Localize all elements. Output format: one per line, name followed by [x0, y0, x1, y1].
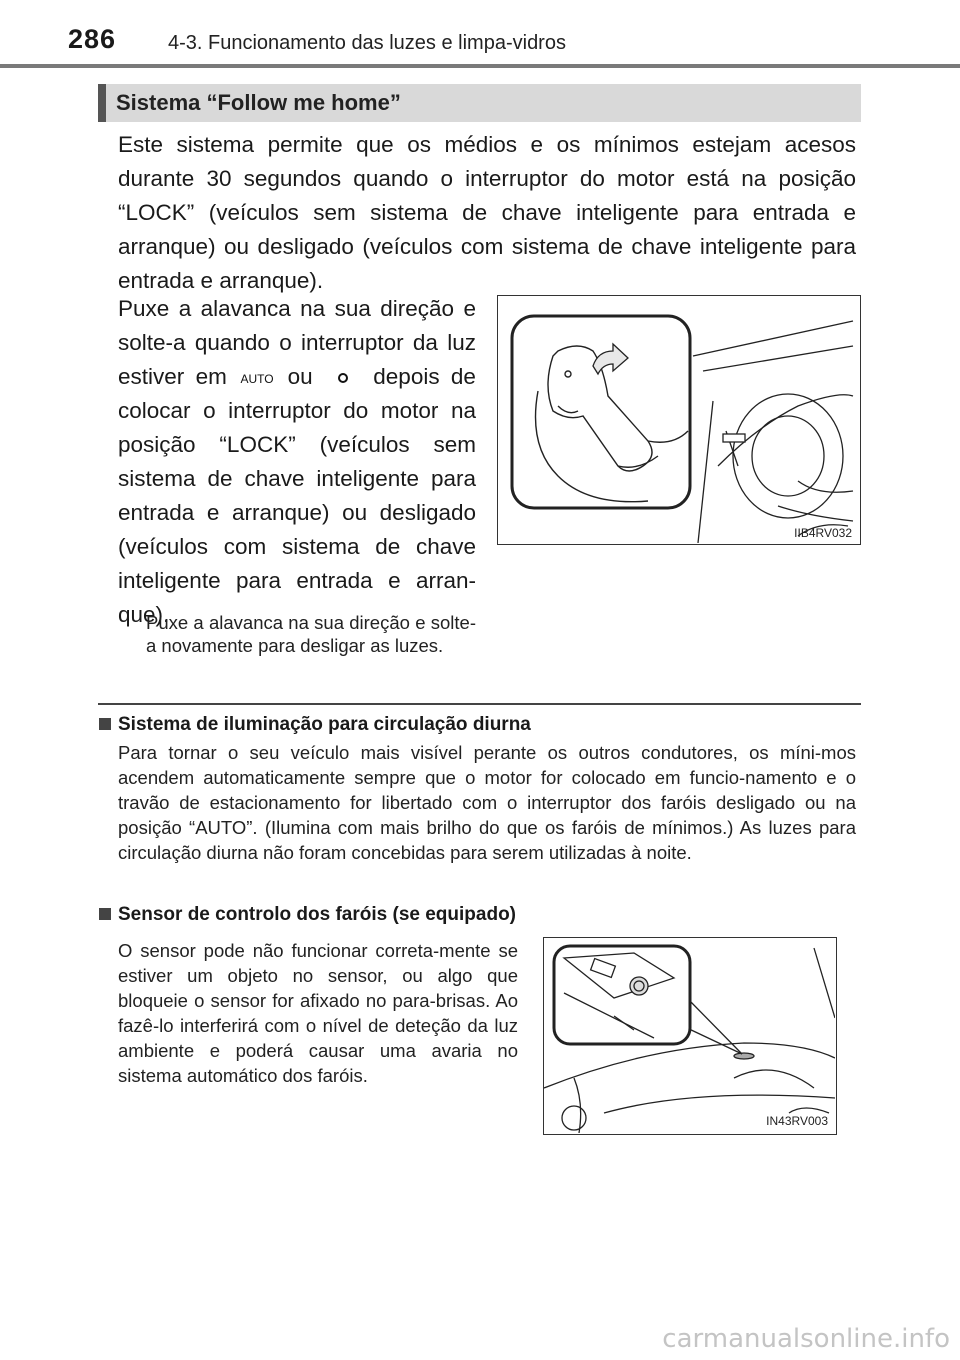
auto-symbol-icon	[238, 370, 276, 386]
figure-code: IN43RV003	[766, 1114, 828, 1128]
svg-text:AUTO: AUTO	[240, 372, 274, 387]
figure-sensor-illustration	[543, 937, 837, 1135]
note-paragraph: Puxe a alavanca na sua direção e solte-a novamente para desligar as luzes.	[146, 612, 476, 656]
sensor-paragraph: O sensor pode não funcionar correta-mente se estiver um objeto no sensor, ou algo que bloqueie o sensor for afixado no para-brisas. Ao fazê-lo interferirá com o nível de deteção da luz ambiente e poderá causar uma avaria no sistema automático dos faróis.	[118, 940, 518, 1086]
header-divider	[0, 64, 960, 68]
step-text-2: ou	[287, 364, 313, 389]
section-accent	[98, 84, 106, 122]
intro-paragraph: Este sistema permite que os médios e os mínimos estejam acesos durante 30 segundos quando o interruptor do motor está na posição “LOCK” (veículos sem sistema de chave inteligente para entrada e arranque) ou desligado (veículos com sistema de chave inteligente para entrada e arranque).	[118, 132, 856, 293]
sensor-drawing	[544, 938, 835, 1133]
tail-light-symbol-icon	[324, 370, 362, 386]
step-text-1: Puxe a alavanca na sua direção e solte-a quando o interruptor da luz estiver em	[118, 296, 476, 389]
section-divider	[98, 703, 861, 705]
figure-lever-illustration	[497, 295, 861, 545]
chapter-title: 4-3. Funcionamento das luzes e limpa-vidros	[168, 32, 566, 54]
drl-paragraph: Para tornar o seu veículo mais visível perante os outros condutores, os míni-mos acendem automaticamente sempre que o motor for colocado em funcio-namento e o travão de estacionamento for libertado com o interruptor dos faróis desligado ou na posição “AUTO”. (Ilumina com mais brilho do que os faróis de mínimos.) As luzes para circulação diurna não foram concebidas para serem utilizadas à noite.	[118, 742, 856, 863]
drl-heading	[99, 714, 531, 736]
bullet-square-icon	[99, 908, 111, 920]
step-paragraph	[118, 292, 476, 632]
step-text-3: depois de colocar o interruptor do motor na posição “LOCK” (veículos sem sistema de chave inteligente para entrada e arranque) ou desligado (veículos com sistema de chave inteligente para entrada e arran-que).	[118, 364, 476, 627]
section-title: Sistema “Follow me home”	[116, 90, 401, 115]
drl-heading-text: Sistema de iluminação para circulação diurna	[118, 714, 531, 735]
sensor-heading	[99, 904, 516, 926]
watermark: carmanualsonline.info	[662, 1324, 950, 1354]
lever-drawing	[498, 296, 859, 543]
bullet-square-icon	[99, 718, 111, 730]
figure-code: IIB4RV032	[794, 526, 852, 540]
sensor-heading-text: Sensor de controlo dos faróis (se equipado)	[118, 904, 516, 925]
page-number: 286	[68, 24, 117, 54]
section-title-bar	[98, 84, 861, 122]
